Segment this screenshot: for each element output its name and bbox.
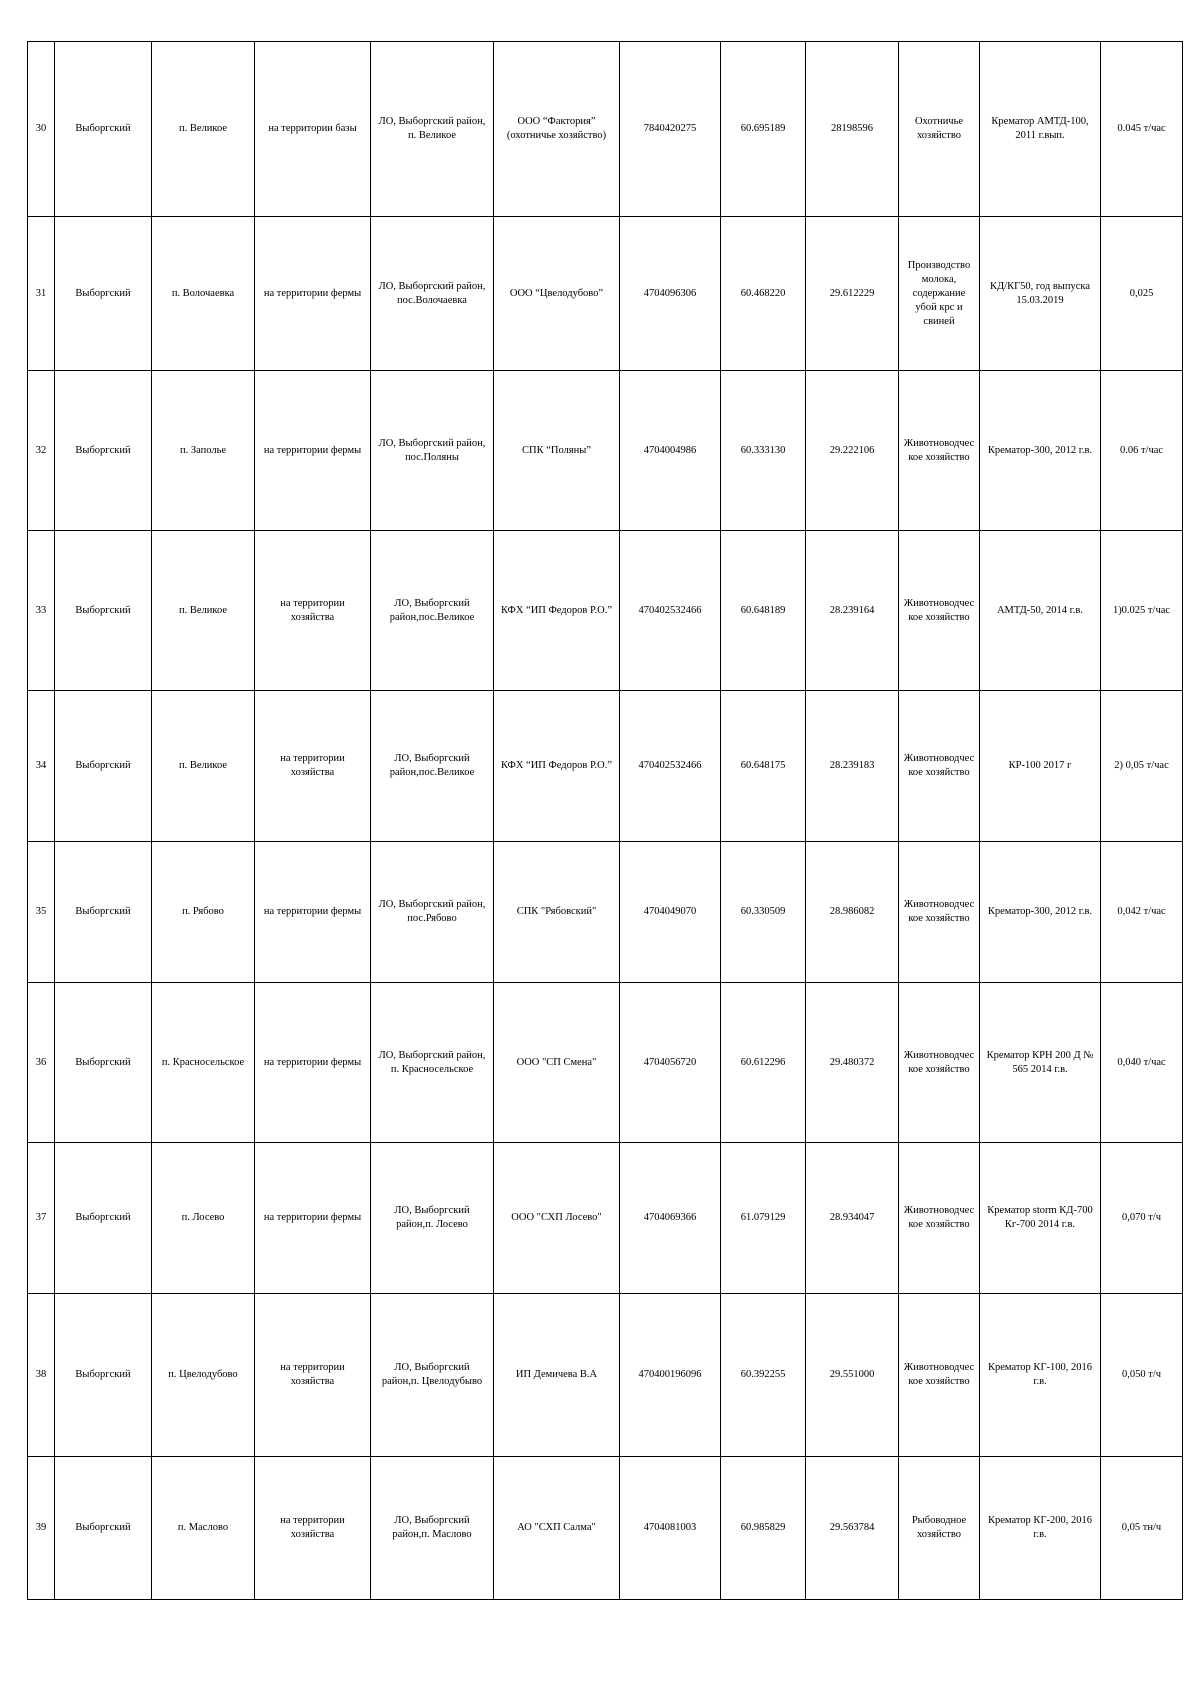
settlement-cell: п. Великое	[152, 42, 255, 217]
owner-cell: АО "СХП Салма"	[494, 1457, 620, 1600]
settlement-cell: п. Цвелодубово	[152, 1294, 255, 1457]
address-cell: ЛО, Выборгский район, п. Красносельское	[371, 983, 494, 1143]
settlement-cell: п. Маслово	[152, 1457, 255, 1600]
location-cell: на территории хозяйства	[255, 691, 371, 842]
owner-cell: ООО “Цвелодубово”	[494, 217, 620, 371]
district-cell: Выборгский	[55, 371, 152, 531]
owner-cell: СПК "Рябовский"	[494, 842, 620, 983]
district-cell: Выборгский	[55, 1294, 152, 1457]
capacity-cell: 0,040 т/час	[1101, 983, 1183, 1143]
settlement-cell: п. Красносельское	[152, 983, 255, 1143]
table-row	[28, 983, 1183, 1143]
table-row	[28, 531, 1183, 691]
latitude-cell: 60.612296	[721, 983, 806, 1143]
district-cell: Выборгский	[55, 42, 152, 217]
activity-cell: Охотничье хозяйство	[899, 42, 980, 217]
owner-cell: ООО "СХП Лосево"	[494, 1143, 620, 1294]
equipment-cell: Крематор-300, 2012 г.в.	[980, 842, 1101, 983]
document-table	[27, 41, 1183, 1600]
activity-cell: Производство молока, содержание убой крс и свиней	[899, 217, 980, 371]
longitude-cell: 29.563784	[806, 1457, 899, 1600]
inn-cell: 4704004986	[620, 371, 721, 531]
table-row	[28, 42, 1183, 217]
row-number-cell: 32	[28, 371, 55, 531]
settlement-cell: п. Рябово	[152, 842, 255, 983]
row-number-cell: 36	[28, 983, 55, 1143]
activity-cell: Животноводчес кое хозяйство	[899, 691, 980, 842]
capacity-cell: 0,025	[1101, 217, 1183, 371]
longitude-cell: 28.986082	[806, 842, 899, 983]
inn-cell: 4704056720	[620, 983, 721, 1143]
inn-cell: 470402532466	[620, 691, 721, 842]
table-body	[28, 42, 1183, 1600]
table-row	[28, 1457, 1183, 1600]
longitude-cell: 28.934047	[806, 1143, 899, 1294]
location-cell: на территории фермы	[255, 1143, 371, 1294]
inn-cell: 4704049070	[620, 842, 721, 983]
activity-cell: Животноводчес кое хозяйство	[899, 371, 980, 531]
row-number-cell: 38	[28, 1294, 55, 1457]
longitude-cell: 29.612229	[806, 217, 899, 371]
location-cell: на территории фермы	[255, 371, 371, 531]
inn-cell: 4704069366	[620, 1143, 721, 1294]
settlement-cell: п. Волочаевка	[152, 217, 255, 371]
settlement-cell: п. Великое	[152, 531, 255, 691]
inn-cell: 470402532466	[620, 531, 721, 691]
settlement-cell: п. Великое	[152, 691, 255, 842]
longitude-cell: 29.222106	[806, 371, 899, 531]
location-cell: на территории хозяйства	[255, 1457, 371, 1600]
equipment-cell: КД/КГ50, год выпуска 15.03.2019	[980, 217, 1101, 371]
owner-cell: ООО “Фактория” (охотничье хозяйство)	[494, 42, 620, 217]
activity-cell: Рыбоводное хозяйство	[899, 1457, 980, 1600]
latitude-cell: 60.985829	[721, 1457, 806, 1600]
table-row	[28, 1294, 1183, 1457]
location-cell: на территории фермы	[255, 983, 371, 1143]
latitude-cell: 60.695189	[721, 42, 806, 217]
district-cell: Выборгский	[55, 1143, 152, 1294]
longitude-cell: 29.551000	[806, 1294, 899, 1457]
row-number-cell: 33	[28, 531, 55, 691]
location-cell: на территории базы	[255, 42, 371, 217]
capacity-cell: 0.06 т/час	[1101, 371, 1183, 531]
address-cell: ЛО, Выборгский район,п. Цвелодубыво	[371, 1294, 494, 1457]
activity-cell: Животноводчес кое хозяйство	[899, 1294, 980, 1457]
capacity-cell: 0,042 т/час	[1101, 842, 1183, 983]
settlement-cell: п. Заполье	[152, 371, 255, 531]
equipment-cell: Крематор storm КД-700 Кг-700 2014 г.в.	[980, 1143, 1101, 1294]
location-cell: на территории фермы	[255, 842, 371, 983]
activity-cell: Животноводчес кое хозяйство	[899, 1143, 980, 1294]
capacity-cell: 0,070 т/ч	[1101, 1143, 1183, 1294]
district-cell: Выборгский	[55, 217, 152, 371]
location-cell: на территории хозяйства	[255, 1294, 371, 1457]
capacity-cell: 0,05 тн/ч	[1101, 1457, 1183, 1600]
location-cell: на территории фермы	[255, 217, 371, 371]
table-row	[28, 842, 1183, 983]
activity-cell: Животноводчес кое хозяйство	[899, 842, 980, 983]
equipment-cell: АМТД-50, 2014 г.в.	[980, 531, 1101, 691]
table-row	[28, 217, 1183, 371]
inn-cell: 7840420275	[620, 42, 721, 217]
table-row	[28, 371, 1183, 531]
district-cell: Выборгский	[55, 1457, 152, 1600]
equipment-cell: КР-100 2017 г	[980, 691, 1101, 842]
settlement-cell: п. Лосево	[152, 1143, 255, 1294]
equipment-cell: Крематор КГ-100, 2016 г.в.	[980, 1294, 1101, 1457]
address-cell: ЛО, Выборгский район,п. Лосево	[371, 1143, 494, 1294]
owner-cell: ООО "СП Смена"	[494, 983, 620, 1143]
longitude-cell: 28.239183	[806, 691, 899, 842]
row-number-cell: 37	[28, 1143, 55, 1294]
activity-cell: Животноводчес кое хозяйство	[899, 983, 980, 1143]
address-cell: ЛО, Выборгский район,пос.Великое	[371, 531, 494, 691]
district-cell: Выборгский	[55, 842, 152, 983]
activity-cell: Животноводчес кое хозяйство	[899, 531, 980, 691]
longitude-cell: 28198596	[806, 42, 899, 217]
district-cell: Выборгский	[55, 983, 152, 1143]
inn-cell: 470400196096	[620, 1294, 721, 1457]
owner-cell: СПК “Поляны”	[494, 371, 620, 531]
inn-cell: 4704081003	[620, 1457, 721, 1600]
inn-cell: 4704096306	[620, 217, 721, 371]
location-cell: на территории хозяйства	[255, 531, 371, 691]
table-row	[28, 691, 1183, 842]
row-number-cell: 31	[28, 217, 55, 371]
equipment-cell: Крематор-300, 2012 г.в.	[980, 371, 1101, 531]
district-cell: Выборгский	[55, 691, 152, 842]
row-number-cell: 30	[28, 42, 55, 217]
longitude-cell: 28.239164	[806, 531, 899, 691]
capacity-cell: 1)0.025 т/час	[1101, 531, 1183, 691]
address-cell: ЛО, Выборгский район, пос.Поляны	[371, 371, 494, 531]
owner-cell: КФХ “ИП Федоров Р.О.”	[494, 691, 620, 842]
latitude-cell: 60.648175	[721, 691, 806, 842]
latitude-cell: 61.079129	[721, 1143, 806, 1294]
equipment-cell: Крематор КРН 200 Д № 565 2014 г.в.	[980, 983, 1101, 1143]
latitude-cell: 60.392255	[721, 1294, 806, 1457]
table-row	[28, 1143, 1183, 1294]
address-cell: ЛО, Выборгский район, пос.Рябово	[371, 842, 494, 983]
latitude-cell: 60.330509	[721, 842, 806, 983]
equipment-cell: Крематор КГ-200, 2016 г.в.	[980, 1457, 1101, 1600]
latitude-cell: 60.468220	[721, 217, 806, 371]
address-cell: ЛО, Выборгский район, пос.Волочаевка	[371, 217, 494, 371]
equipment-cell: Крематор АМТД-100, 2011 г.вып.	[980, 42, 1101, 217]
capacity-cell: 0.045 т/час	[1101, 42, 1183, 217]
owner-cell: КФХ “ИП Федоров Р.О.”	[494, 531, 620, 691]
row-number-cell: 34	[28, 691, 55, 842]
capacity-cell: 2) 0,05 т/час	[1101, 691, 1183, 842]
district-cell: Выборгский	[55, 531, 152, 691]
row-number-cell: 35	[28, 842, 55, 983]
capacity-cell: 0,050 т/ч	[1101, 1294, 1183, 1457]
latitude-cell: 60.333130	[721, 371, 806, 531]
latitude-cell: 60.648189	[721, 531, 806, 691]
owner-cell: ИП Демичева В.А	[494, 1294, 620, 1457]
address-cell: ЛО, Выборгский район,пос.Великое	[371, 691, 494, 842]
address-cell: ЛО, Выборгский район, п. Великое	[371, 42, 494, 217]
longitude-cell: 29.480372	[806, 983, 899, 1143]
row-number-cell: 39	[28, 1457, 55, 1600]
address-cell: ЛО, Выборгский район,п. Маслово	[371, 1457, 494, 1600]
